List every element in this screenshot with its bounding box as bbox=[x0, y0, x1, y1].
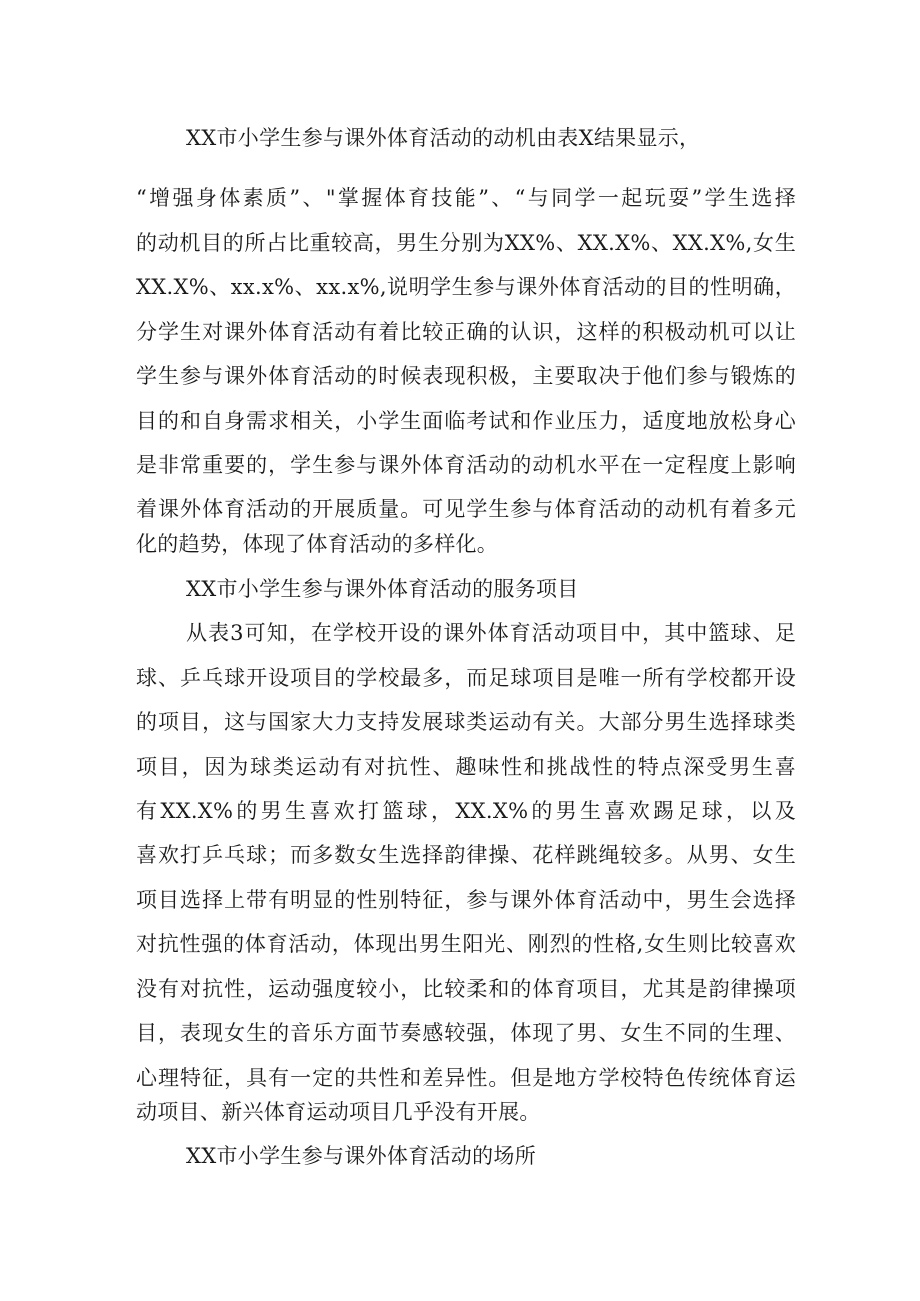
paragraph-line: 没有对抗性，运动强度较小，比较柔和的体育项目，尤其是韵律操项 bbox=[136, 977, 796, 1001]
paragraph-line: 着课外体育活动的开展质量。可见学生参与体育活动的动机有着多元 bbox=[136, 497, 796, 521]
paragraph-line: 动项目、新兴体育运动项目几乎没有开展。 bbox=[136, 1100, 541, 1124]
paragraph-line: 项目，因为球类运动有对抗性、趣味性和挑战性的特点深受男生喜 bbox=[136, 755, 796, 779]
paragraph-line: 目，表现女生的音乐方面节奏感较强，体现了男、女生不同的生理、 bbox=[136, 1021, 796, 1045]
paragraph-line: XX市小学生参与课外体育活动的动机由表X结果显示， bbox=[186, 126, 701, 150]
paragraph-line: 有XX.X%的男生喜欢打篮球，XX.X%的男生喜欢踢足球，以及 bbox=[136, 799, 796, 823]
paragraph-line: 喜欢打乒乓球；而多数女生选择韵律操、花样跳绳较多。从男、女生 bbox=[136, 843, 796, 867]
paragraph-line: 学生参与课外体育活动的时候表现积极，主要取决于他们参与锻炼的 bbox=[136, 364, 796, 388]
paragraph-line: “增强身体素质”、"掌握体育技能”、“与同学一起玩耍”学生选择 bbox=[136, 186, 796, 210]
paragraph-line: 对抗性强的体育活动，体现出男生阳光、刚烈的性格,女生则比较喜欢 bbox=[136, 932, 796, 956]
paragraph-line: 是非常重要的，学生参与课外体育活动的动机水平在一定程度上影响 bbox=[136, 453, 796, 477]
section-heading: XX市小学生参与课外体育活动的场所 bbox=[186, 1144, 536, 1168]
paragraph-line: 心理特征，具有一定的共性和差异性。但是地方学校特色传统体育运 bbox=[136, 1066, 796, 1090]
paragraph-line: 从表3可知，在学校开设的课外体育活动项目中，其中篮球、足 bbox=[186, 621, 796, 645]
paragraph-line: 的动机目的所占比重较高，男生分别为XX%、XX.X%、XX.X%,女生 bbox=[136, 231, 796, 255]
paragraph-line: XX.X%、xx.x%、xx.x%,说明学生参与课外体育活动的目的性明确， bbox=[136, 275, 796, 299]
paragraph-line: 球、乒乓球开设项目的学校最多，而足球项目是唯一所有学校都开设 bbox=[136, 666, 796, 690]
paragraph-line: 目的和自身需求相关，小学生面临考试和作业压力，适度地放松身心 bbox=[136, 409, 796, 433]
paragraph-line: 项目选择上带有明显的性别特征，参与课外体育活动中，男生会选择 bbox=[136, 888, 796, 912]
section-heading: XX市小学生参与课外体育活动的服务项目 bbox=[186, 577, 579, 601]
paragraph-line: 化的趋势，体现了体育活动的多样化。 bbox=[136, 532, 499, 556]
paragraph-line: 分学生对课外体育活动有着比较正确的认识，这样的积极动机可以让 bbox=[136, 320, 796, 344]
paragraph-line: 的项目，这与国家大力支持发展球类运动有关。大部分男生选择球类 bbox=[136, 710, 796, 734]
